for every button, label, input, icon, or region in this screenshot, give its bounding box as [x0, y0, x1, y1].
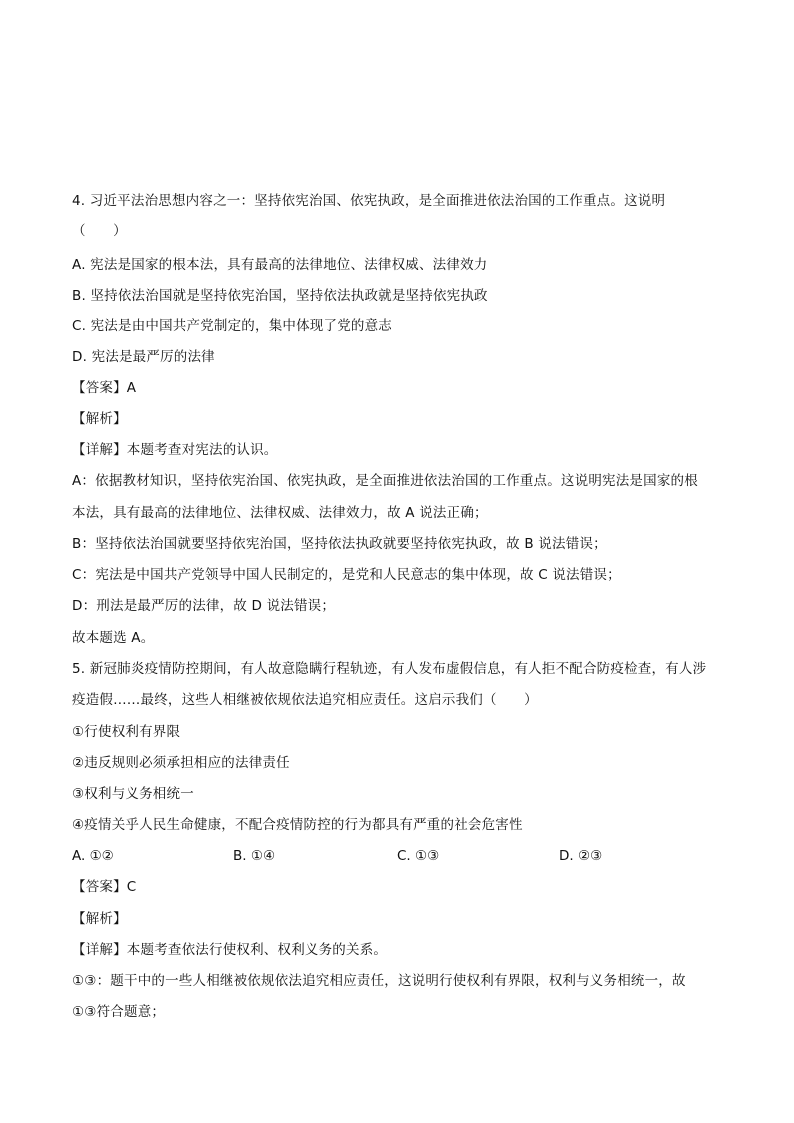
question-5-explain-line-2: ①③符合题意； [72, 1004, 166, 1020]
question-5-detail: 【详解】本题考查依法行使权利、权利义务的关系。 [72, 942, 388, 958]
question-4-analysis-heading: 【解析】 [72, 411, 127, 427]
question-4-answer: 【答案】A [72, 380, 137, 396]
question-4-stem-line-1: 4. 习近平法治思想内容之一：坚持依宪治国、依宪执政，是全面推进依法治国的工作重点。这说明 [72, 193, 666, 209]
question-5-options [72, 847, 732, 865]
question-4-option-c: C. 宪法是由中国共产党制定的，集中体现了党的意志 [72, 318, 393, 334]
question-4-explain-c: C：宪法是中国共产党领导中国人民制定的，是党和人民意志的集中体现，故 C 说法错误； [72, 567, 621, 583]
question-4-option-b: B. 坚持依法治国就是坚持依宪治国，坚持依法执政就是坚持依宪执政 [72, 288, 488, 304]
question-5-option-c: C. ①③ [397, 848, 440, 864]
question-4-explain-d: D：刑法是最严厉的法律，故 D 说法错误； [72, 598, 336, 614]
question-4-option-a: A. 宪法是国家的根本法，具有最高的法律地位、法律权威、法律效力 [72, 257, 488, 273]
question-4-detail: 【详解】本题考查对宪法的认识。 [72, 442, 278, 458]
question-4-conclusion: 故本题选 A。 [72, 630, 155, 646]
question-5-stem-line-2: 疫造假……最终，这些人相继被依规依法追究相应责任。这启示我们（ ） [72, 692, 538, 708]
question-5-item-3: ③权利与义务相统一 [72, 786, 194, 802]
question-5-answer: 【答案】C [72, 879, 137, 895]
question-4-explain-a-line-2: 本法，具有最高的法律地位、法律权威、法律效力，故 A 说法正确； [72, 505, 488, 521]
question-4-explain-b: B：坚持依法治国就要坚持依宪治国，坚持依法执政就要坚持依宪执政，故 B 说法错误； [72, 536, 607, 552]
question-5-item-4: ④疫情关乎人民生命健康，不配合疫情防控的行为都具有严重的社会危害性 [72, 817, 523, 833]
question-4-explain-a-line-1: A：依据教材知识，坚持依宪治国、依宪执政，是全面推进依法治国的工作重点。这说明宪法是国家的根 [72, 473, 698, 489]
question-5-stem-line-1: 5. 新冠肺炎疫情防控期间，有人故意隐瞒行程轨迹，有人发布虚假信息，有人拒不配合防疫检查，有人涉 [72, 661, 707, 677]
question-5-analysis-heading: 【解析】 [72, 911, 127, 927]
question-4-stem-line-2: （ ） [72, 223, 127, 239]
question-5-option-a: A. ①② [72, 848, 114, 864]
question-5-item-1: ①行使权利有界限 [72, 724, 181, 740]
question-4-option-d: D. 宪法是最严厉的法律 [72, 349, 215, 365]
question-5-option-d: D. ②③ [559, 848, 603, 864]
question-5-option-b: B. ①④ [233, 848, 276, 864]
question-5-explain-line-1: ①③：题干中的一些人相继被依规依法追究相应责任，这说明行使权利有界限，权利与义务相统一，故 [72, 973, 686, 989]
question-5-item-2: ②违反规则必须承担相应的法律责任 [72, 755, 290, 771]
